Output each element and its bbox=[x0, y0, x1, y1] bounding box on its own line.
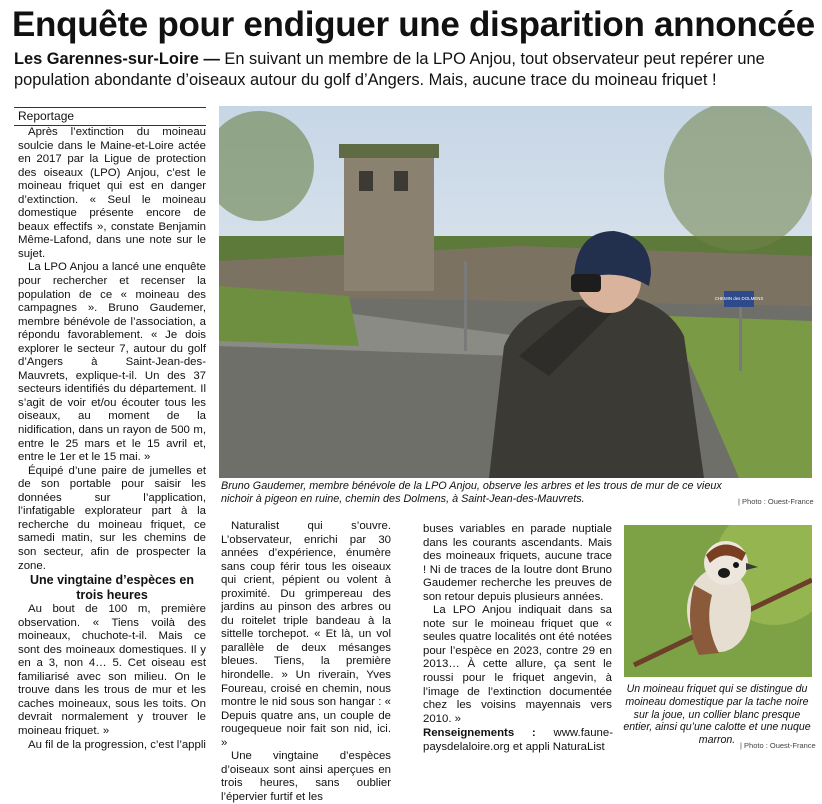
lead-place: Les Garennes-sur-Loire — bbox=[14, 50, 220, 68]
sparrow-photo-caption: Un moineau friquet qui se distingue du moineau domestique par la tache noire sur la joue, un collier blanc presque entier, ainsi qu’une calotte et une nuque marron. bbox=[623, 683, 811, 747]
column-3 bbox=[423, 523, 612, 726]
col1-paragraph-2: La LPO Anjou a lancé une enquête pour rechercher et recenser la population de ce « moineau des campagnes ». Bruno Gaudemer, membre bénévole de l’association, a répondu favorablement. « Je dois explorer le secteur 7, autour du golf d’Angers à Saint-Jean-des-Mauvrets, explique-t-il. Un des 37 secteurs identifiés du département. Il s’agit de voir et/ou écouter tous les oiseaux, au moment de la nidification, dans un rayon de 500 m, entre le 25 mars et le 15 avril et, entre le 1er et le 15 mai. » bbox=[18, 261, 206, 464]
col2-paragraph-1: Naturalist qui s’ouvre. L’observateur, enrichi par 30 années d’expérience, énumère sans coup férir tous les oiseaux qui crient, pépient ou volent à proximité. Du grimpereau des jardins au pinson des arbres ou du roitelet triple bandeau à la sittelle torchepot. « Et là, un vol parallèle de deux mésanges bleues. Tiens, la première hirondelle. » Un riverain, Yves Foureau, croisé en chemin, nous montre le nid sous son hangar : « Depuis quatre ans, un couple de rougequeue noir fait son nid, ici. » bbox=[221, 520, 391, 749]
column-2 bbox=[221, 520, 391, 804]
sparrow-photo-credit: | Photo : Ouest-France bbox=[740, 741, 816, 750]
sparrow-photo bbox=[624, 525, 812, 677]
lead-text: En suivant un membre de la LPO Anjou, tout observateur peut repérer une population abondante d’oiseaux autour du golf d’Angers. Mais, aucune trace du moineau friquet ! bbox=[14, 50, 765, 89]
info-block bbox=[423, 726, 613, 754]
col1-paragraph-1: Après l’extinction du moineau soulcie dans le Maine-et-Loire actée en 2017 par la Ligue de protection des oiseaux (LPO) Anjou, c’est le moineau friquet qui est en danger d’extinction. « Seul le moineau domestique présente encore de beaux effectifs », constate Benjamin Même-Lafond, dans une note sur le sujet. bbox=[18, 126, 206, 260]
main-photo-credit: | Photo : Ouest-France bbox=[738, 497, 814, 506]
rubric-label: Reportage bbox=[14, 107, 206, 126]
col2-paragraph-2: Une vingtaine d’espèces d’oiseaux sont ainsi aperçues en trois heures, sans oublier l’épervier furtif et les bbox=[221, 750, 391, 803]
col3-paragraph-2: La LPO Anjou indiquait dans sa note sur le moineau friquet que « seules quatre localités ont été notées pour l’espèce en 2023, contre 29 en 2013… À cette allure, ça sent le roussi pour le friquet angevin, à l’image de l’extinction documentée chez les voisins mayennais vers 2010. » bbox=[423, 604, 612, 725]
col1-paragraph-5: Au fil de la progression, c’est l’appli bbox=[28, 738, 206, 751]
headline: Enquête pour endiguer une disparition annoncée bbox=[12, 5, 815, 44]
col3-paragraph-1: buses variables en parade nuptiale dans les courants ascendants. Mais des moineaux friquets, aucune trace ! Ni de traces de la loutre dont Bruno Gaudemer recherche les preuves de son retour depuis plusieurs années. bbox=[423, 523, 612, 603]
info-label: Renseignements : bbox=[423, 727, 536, 739]
column-1 bbox=[18, 126, 206, 752]
col1-paragraph-3: Équipé d’une paire de jumelles et de son portable pour saisir les données sur l’application, l’infatigable explorateur part à la recherche du moineau friquet, ce samedi matin, sur les chemins de son secteur, afin de prospecter la zone. bbox=[18, 464, 206, 572]
col1-paragraph-4: Au bout de 100 m, première observation. « Tiens voilà des moineaux, chuchote-t-il. Mais ce sont des moineaux domestiques. Il y en a 3, non 4… 5. Cet oiseau est familiarisé avec son milieu. On le trouve dans les trous de mur et les caches moineaux, sous les toits. On devrait normalement y trouver le moineau friquet. » bbox=[18, 603, 206, 737]
road-sign-text: CHEMIN des DOLMENS bbox=[714, 296, 764, 301]
lead-paragraph bbox=[14, 49, 814, 91]
intertitle: Une vingtaine d’espèces en trois heures bbox=[30, 573, 194, 603]
info-text: www.faune-paysdelaloire.org et appli NaturaList bbox=[423, 727, 613, 753]
main-photo-caption: Bruno Gaudemer, membre bénévole de la LPO Anjou, observe les arbres et les trous de mur de ce vieux nichoir à pigeon en ruine, chemin des Dolmens, à Saint-Jean-des-Mauvrets. bbox=[221, 480, 722, 505]
main-photo bbox=[219, 106, 812, 478]
